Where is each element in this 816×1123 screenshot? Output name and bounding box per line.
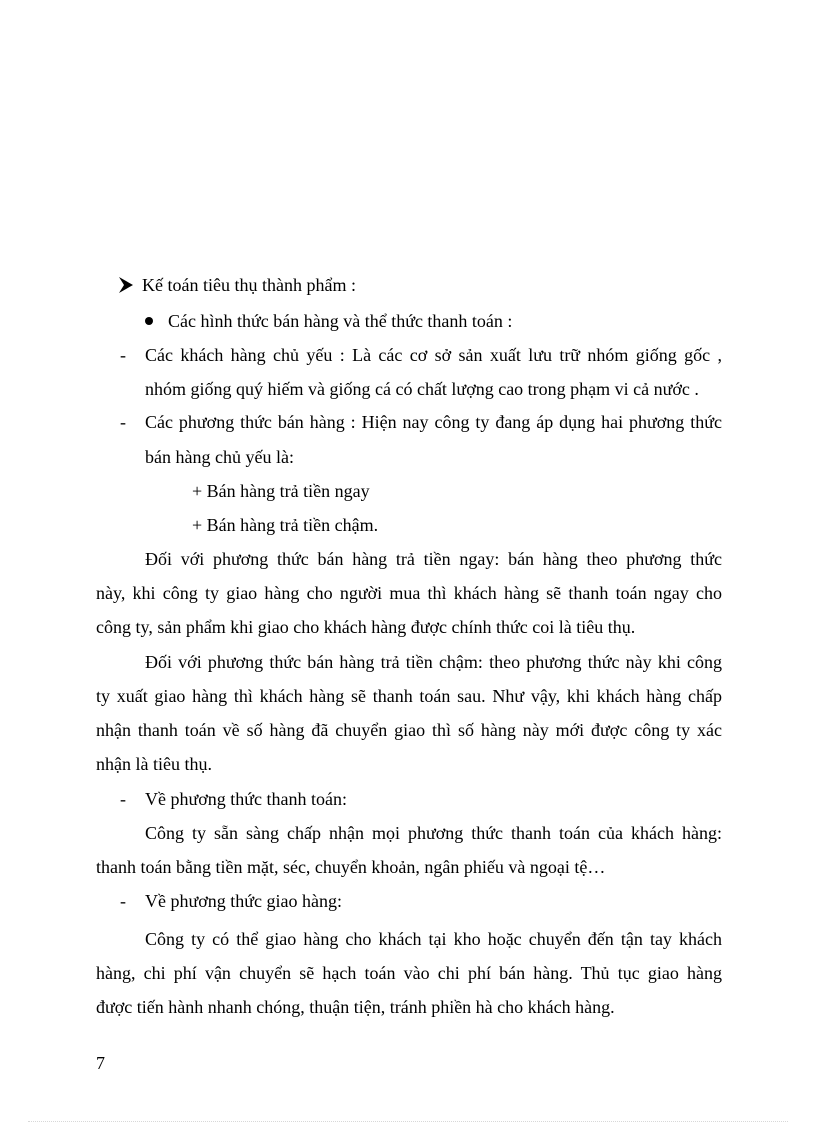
round-bullet-icon (144, 316, 154, 326)
para-immediate-line-3: công ty, sản phẩm khi giao cho khách hàng được chính thức coi là tiêu thụ. (96, 617, 636, 637)
method-immediate: + Bán hàng trả tiền ngay (192, 481, 370, 501)
payment-line-1: Công ty sẵn sàng chấp nhận mọi phương thức thanh toán của khách hàng: (145, 823, 722, 843)
method-deferred: + Bán hàng trả tiền chậm. (192, 515, 379, 535)
dash-marker: - (120, 345, 126, 365)
para-immediate-line-2: này, khi công ty giao hàng cho người mua thì khách hàng sẽ thanh toán ngay cho (96, 583, 722, 603)
para-immediate-line-1: Đối với phương thức bán hàng trả tiền ngay: bán hàng theo phương thức (145, 549, 722, 569)
customers-line-2: nhóm giống quý hiếm và giống cá có chất lượng cao trong phạm vi cả nước . (145, 379, 699, 399)
delivery-line-1: Công ty có thể giao hàng cho khách tại kho hoặc chuyển đến tận tay khách (145, 929, 722, 949)
sub-heading: Các hình thức bán hàng và thể thức thanh toán : (168, 311, 513, 331)
payment-title: Về phương thức thanh toán: (145, 789, 347, 809)
payment-line-2: thanh toán bằng tiền mặt, séc, chuyển khoản, ngân phiếu và ngoại tệ… (96, 857, 606, 877)
section-heading: Kế toán tiêu thụ thành phẩm : (142, 275, 356, 295)
methods-line-1: Các phương thức bán hàng : Hiện nay công ty đang áp dụng hai phương thức (145, 412, 722, 432)
methods-line-2: bán hàng chủ yếu là: (145, 447, 294, 467)
dash-marker: - (120, 789, 126, 809)
para-deferred-line-3: nhận thanh toán về số hàng đã chuyển giao thì số hàng này mới được công ty xác (96, 720, 722, 740)
para-deferred-line-1: Đối với phương thức bán hàng trả tiền chậm: theo phương thức này khi công (145, 652, 722, 672)
customers-line-1: Các khách hàng chủ yếu : Là các cơ sở sản xuất lưu trữ nhóm giống gốc , (145, 345, 722, 365)
dash-marker: - (120, 412, 126, 432)
dash-marker: - (120, 891, 126, 911)
para-deferred-line-4: nhận là tiêu thụ. (96, 754, 212, 774)
footer-divider (28, 1121, 788, 1122)
para-deferred-line-2: ty xuất giao hàng thì khách hàng sẽ thanh toán sau. Như vậy, khi khách hàng chấp (96, 686, 722, 706)
delivery-line-3: được tiến hành nhanh chóng, thuận tiện, tránh phiền hà cho khách hàng. (96, 997, 615, 1017)
arrow-bullet-icon (118, 276, 134, 294)
delivery-line-2: hàng, chi phí vận chuyển sẽ hạch toán vào chi phí bán hàng. Thủ tục giao hàng (96, 963, 722, 983)
page-number: 7 (96, 1053, 105, 1073)
delivery-title: Về phương thức giao hàng: (145, 891, 342, 911)
